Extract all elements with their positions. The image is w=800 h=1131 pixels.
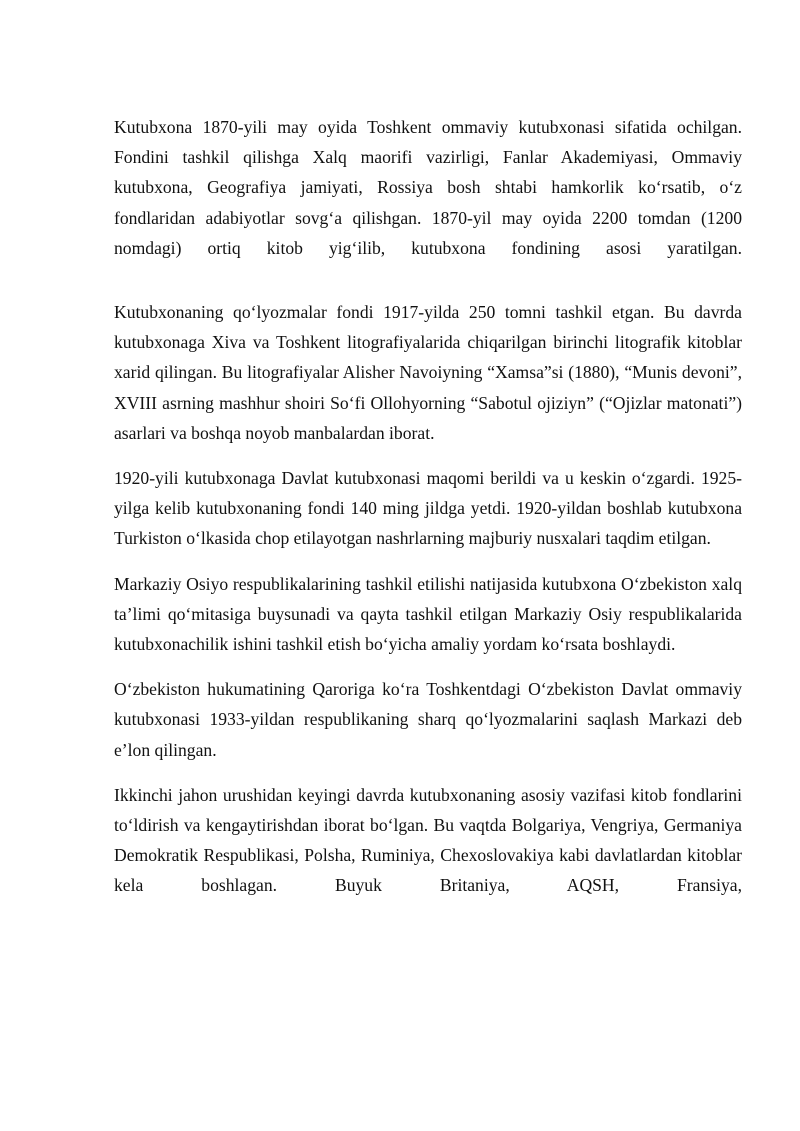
paragraph-3: 1920-yili kutubxonaga Davlat kutubxonasi maqomi berildi va u keskin o‘zgardi. 1925-yilga kelib kutubxonaning fondi 140 ming jildga yetdi. 1920-yildan boshlab kutubxona Turkiston o‘lkasida chop etilayotgan nashrlarning majburiy nusxalari taqdim etilgan. xyxy=(114,468,742,549)
paragraph-6: Ikkinchi jahon urushidan keyingi davrda kutubxonaning asosiy vazifasi kitob fondlarini to‘ldirish va kengaytirishdan iborat bo‘lgan. Bu vaqtda Bolgariya, Vengriya, Germaniya Demokratik Respublikasi, Polsha, Ruminiya, Chexoslovakiya kabi davlatlardan kitoblar kela boshlagan. Buyuk Britaniya, AQSH, Fransiya, xyxy=(114,784,742,896)
document-page xyxy=(114,112,742,901)
paragraph-4: Markaziy Osiyo respublikalarining tashkil etilishi natijasida kutubxona O‘zbekiston xalq ta’limi qo‘mitasiga buysunadi va qayta tashkil etilgan Markaziy Osiy respublikalarida kutubxonachilik ishini tashkil etish bo‘yicha amaliy yordam ko‘rsata boshlaydi. xyxy=(114,573,742,655)
paragraph-5: O‘zbekiston hukumatining Qaroriga ko‘ra Toshkentdagi O‘zbekiston Davlat ommaviy kutubxonasi 1933-yildan respublikaning sharq qo‘lyozmalarini saqlash Markazi deb e’lon qilingan. xyxy=(114,679,742,760)
paragraph-1: Kutubxona 1870-yili may oyida Toshkent ommaviy kutubxonasi sifatida ochilgan. Fondini tashkil qilishga Xalq maorifi vazirligi, Fanlar Akademiyasi, Ommaviy kutubxona, Geografiya jamiyati, Rossiya bosh shtabi hamkorlik ko‘rsatib, o‘z fondlaridan adabiyotlar sovg‘a qilishgan. 1870-yil may oyida 2200 tomdan (1200 nomdagi) ortiq kitob yig‘ilib, kutubxona fondining asosi yaratilgan. xyxy=(114,117,742,258)
paragraph-2: Kutubxonaning qo‘lyozmalar fondi 1917-yilda 250 tomni tashkil etgan. Bu davrda kutubxonaga Xiva va Toshkent litografiyalarida chiqarilgan birinchi litografik kitoblar xarid qilingan. Bu litografiyalar Alisher Navoiyning “Xamsa”si (1880), “Munis devoni”, XVIII asrning mashhur shoiri So‘fi Ollohyorning “Sabotul ojiziyn” (“Ojizlar matonati”) asarlari va boshqa noyob manbalardan iborat. xyxy=(114,302,742,443)
